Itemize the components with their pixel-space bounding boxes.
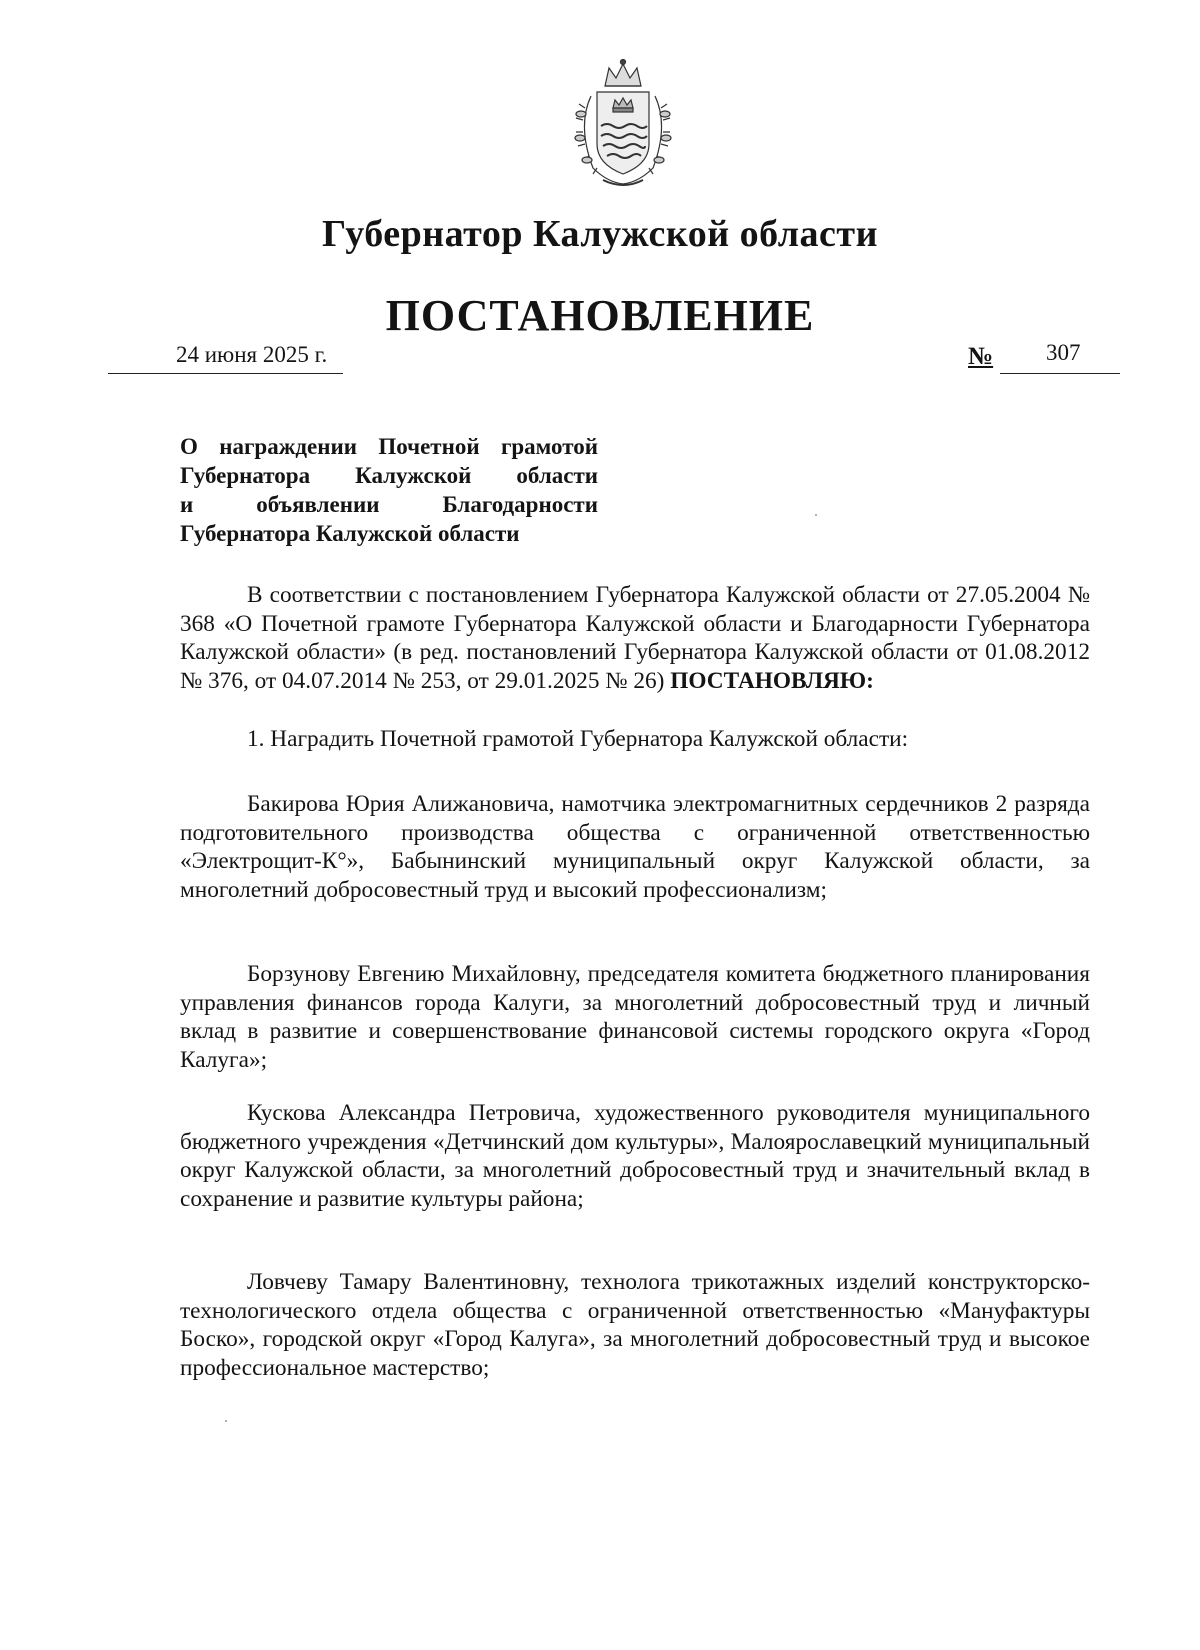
awardee-paragraph: Кускова Александра Петровича, художественного руководителя муниципального бюджетного учреждения «Детчинский дом культуры», Малоярославецкий муниципальный округ Калужской области, за многолетний добросовестный труд и значительный вклад в сохранение и развитие культуры района; <box>180 1100 1090 1212</box>
issuing-authority: Губернатор Калужской области <box>322 213 878 255</box>
awardee-paragraph: Ловчеву Тамару Валентиновну, технолога трикотажных изделий конструкторско-технологического отдела общества с ограниченной ответственностью «Мануфактуры Боско», городской округ «Город Калуга», за многолетний добросовестный труд и высокое профессиональное мастерство; <box>180 1269 1090 1381</box>
scan-speck <box>225 1420 227 1422</box>
coat-of-arms-emblem <box>563 56 683 191</box>
awardee-paragraph: Борзунову Евгению Михайловну, председателя комитета бюджетного планирования управления финансов города Калуги, за многолетний добросовестный труд и личный вклад в развитие и совершенствование финансовой системы городского округа «Город Калуга»; <box>180 961 1090 1073</box>
document-number: 307 <box>1046 340 1081 365</box>
subject-line: и объявлении Благодарности <box>180 492 598 517</box>
number-label: № <box>968 343 994 370</box>
subject-line: Губернатора Калужской области <box>180 463 598 488</box>
document-subject <box>180 432 598 548</box>
awardee-paragraph: Бакирова Юрия Алижановича, намотчика электромагнитных сердечников 2 разряда подготовительного производства общества с ограниченной ответственностью «Электрощит-К°», Бабынинский муниципальный округ Калужской области, за многолетний добросовестный труд и высокий профессионализм; <box>180 791 1090 903</box>
document-date: 24 июня 2025 г. <box>176 342 328 367</box>
preamble-paragraph <box>180 581 1090 695</box>
subject-line: Губернатора Калужской области <box>180 521 520 546</box>
document-type-title: ПОСТАНОВЛЕНИЕ <box>385 291 815 340</box>
decree-word: ПОСТАНОВЛЯЮ: <box>670 667 874 694</box>
subject-line: О награждении Почетной грамотой <box>180 434 598 459</box>
preamble-text: В соответствии с постановлением Губернатора Калужской области от 27.05.2004 № 368 «О Почетной грамоте Губернатора Калужской области и Благодарности Губернатора Калужской области» (в ред. постановлений Губернатора Калужской области от 01.08.2012 № 376, от 04.07.2014 № 253, от 29.01.2025 № 26) <box>180 582 1090 694</box>
scan-speck <box>815 514 817 516</box>
item-1-paragraph: 1. Наградить Почетной грамотой Губернатора Калужской области: <box>247 726 909 752</box>
